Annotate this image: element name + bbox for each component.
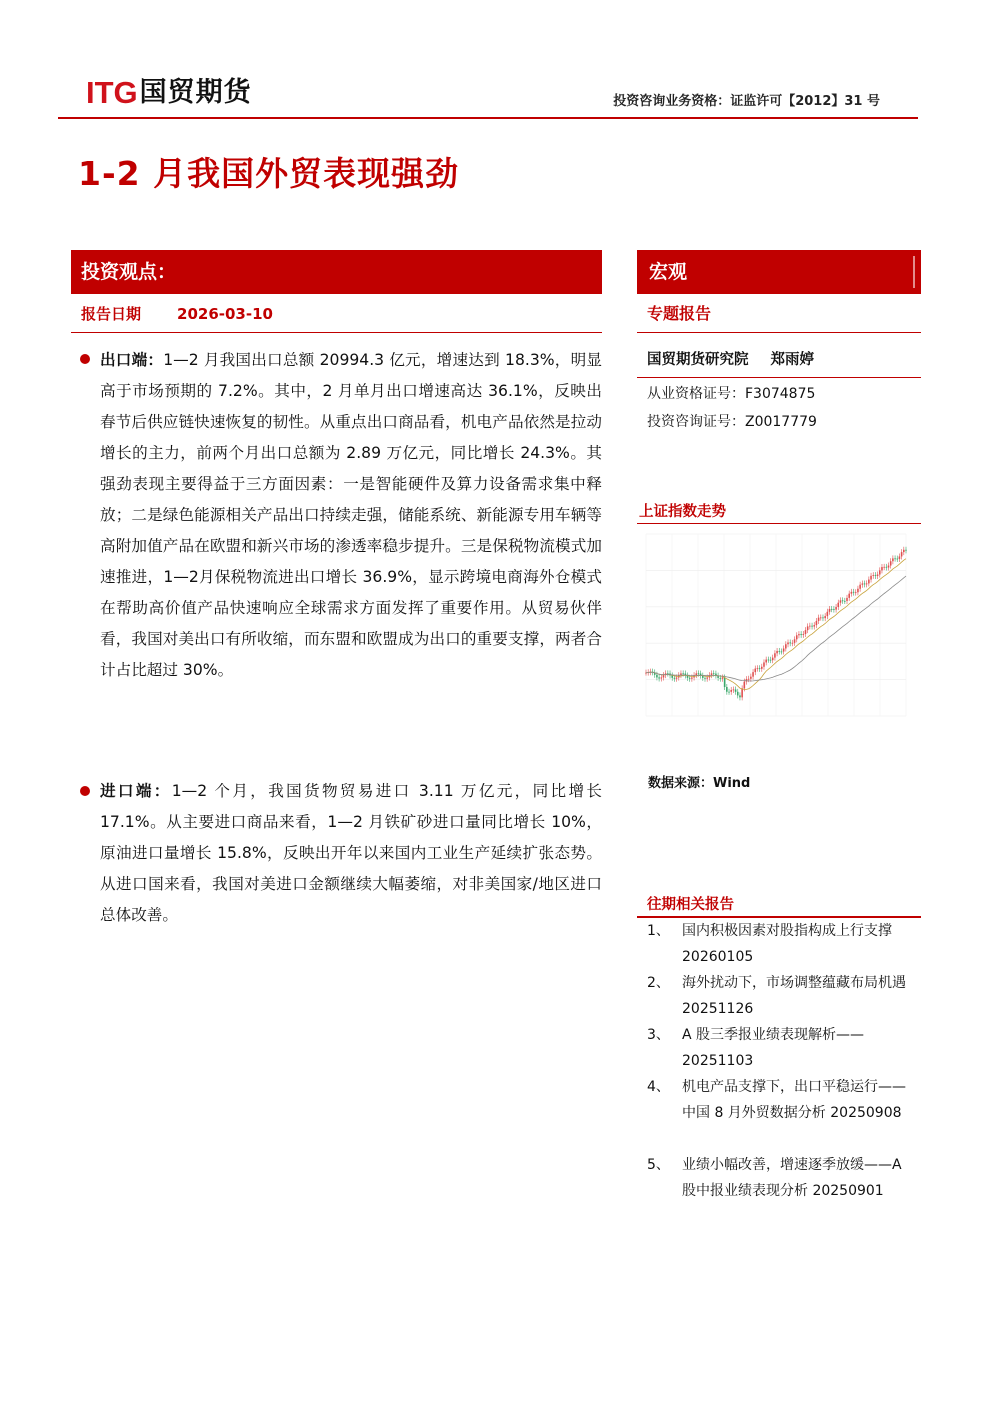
related-report-number: 5、 xyxy=(647,1157,670,1173)
chart-candle xyxy=(896,559,898,560)
qualification-text: 投资咨询业务资格：证监许可【2012】31 号 xyxy=(613,94,880,109)
chart-candle xyxy=(829,609,831,612)
related-report-number: 4、 xyxy=(647,1079,670,1095)
related-report-number: 3、 xyxy=(647,1027,670,1043)
report-date-row xyxy=(71,295,602,333)
chart-candle xyxy=(674,678,676,679)
chart-candle xyxy=(739,695,741,697)
chart-candle xyxy=(698,673,700,674)
related-report-title: 国内积极因素对股指构成上行支撑 20260105 xyxy=(682,923,892,965)
chart-candle xyxy=(820,617,822,618)
chart-candle xyxy=(824,616,826,618)
export-paragraph xyxy=(100,345,602,686)
import-paragraph xyxy=(100,776,602,931)
related-report-number: 2、 xyxy=(647,975,670,991)
report-date-label: 报告日期 xyxy=(81,305,142,323)
chart-candle xyxy=(866,583,868,584)
chart-candle xyxy=(848,594,850,598)
chart-candle xyxy=(811,626,813,627)
report-type: 专题报告 xyxy=(637,295,921,333)
chart-candle xyxy=(741,688,743,697)
chart-candle xyxy=(765,660,767,663)
chart-candle xyxy=(837,603,839,607)
chart-candle xyxy=(719,678,721,679)
chart-candle xyxy=(881,567,883,570)
chart-candle xyxy=(827,612,829,616)
chart-candle xyxy=(787,642,789,644)
data-source: 数据来源：Wind xyxy=(648,776,751,791)
practice-cert: 从业资格证号：F3074875 xyxy=(647,386,816,402)
chart-candle xyxy=(831,609,833,610)
chart-candle xyxy=(660,677,662,678)
chart-candle xyxy=(706,677,708,678)
chart-candle xyxy=(822,617,824,618)
chart-candle xyxy=(813,625,815,626)
chart-candle xyxy=(671,675,673,677)
chart-candle xyxy=(754,669,756,673)
chart-candle xyxy=(894,558,896,559)
chart-candle xyxy=(872,575,874,576)
category-heading: 宏观 xyxy=(637,250,921,294)
chart-candle xyxy=(682,673,684,674)
chart-candle xyxy=(772,658,774,661)
chart-candle xyxy=(726,687,728,692)
chart-candle xyxy=(730,690,732,692)
bullet-import-icon xyxy=(80,786,90,796)
related-report-title: A 股三季报业绩表现解析——20251103 xyxy=(682,1027,865,1069)
chart-candle xyxy=(763,662,765,666)
author-row xyxy=(637,343,921,378)
chart-candle xyxy=(656,675,658,678)
chart-candle xyxy=(748,679,750,680)
logo-chinese: 国贸期货 xyxy=(139,77,252,108)
chart-candle xyxy=(770,660,772,661)
chart-candle xyxy=(744,682,746,689)
chart-candle xyxy=(691,678,693,679)
logo-latin: ITG xyxy=(86,75,138,110)
chart-candle xyxy=(728,692,730,693)
chart-candle xyxy=(835,607,837,610)
chart-candle xyxy=(713,673,715,674)
chart-candle xyxy=(875,575,877,576)
chart-candle xyxy=(877,575,879,576)
chart-candle xyxy=(761,667,763,669)
chart-candle xyxy=(818,618,820,621)
chart-candle xyxy=(711,673,713,675)
chart-candle xyxy=(785,644,787,648)
chart-candle xyxy=(809,626,811,627)
institute-name: 国贸期货研究院 xyxy=(647,352,749,368)
chart-candle xyxy=(851,592,853,594)
chart-candle xyxy=(722,677,724,678)
chart-title: 上证指数走势 xyxy=(637,500,921,524)
chart-candle xyxy=(840,600,842,602)
chart-candle xyxy=(689,678,691,679)
chart-candle xyxy=(803,634,805,635)
chart-candle xyxy=(704,678,706,679)
chart-candle xyxy=(733,689,735,690)
chart-candle xyxy=(899,556,901,559)
chart-candle xyxy=(864,583,866,584)
advisory-cert: 投资咨询证号：Z0017779 xyxy=(647,414,817,430)
chart-candle xyxy=(870,576,872,580)
chart-candle xyxy=(667,673,669,674)
chart-candle xyxy=(759,668,761,669)
chart-candle xyxy=(737,692,739,696)
chart-candle xyxy=(888,566,890,568)
chart-candle xyxy=(735,689,737,691)
bullet-export-icon xyxy=(80,354,90,364)
chart-candle xyxy=(868,580,870,584)
investment-view-heading: 投资观点： xyxy=(71,250,602,294)
chart-candle xyxy=(794,639,796,643)
chart-candle xyxy=(886,567,888,568)
import-lead: 进口端： xyxy=(100,782,172,800)
chart-candle xyxy=(879,570,881,574)
chart-candle xyxy=(783,648,785,651)
related-report-title: 机电产品支撑下，出口平稳运行——中国 8 月外贸数据分析 20250908 xyxy=(682,1079,906,1121)
chart-candle xyxy=(774,653,776,657)
chart-candle xyxy=(805,630,807,634)
author-name: 郑雨婷 xyxy=(770,352,814,368)
export-lead: 出口端： xyxy=(100,351,164,369)
chart-candle xyxy=(658,677,660,678)
chart-candle xyxy=(903,550,905,552)
chart-candle xyxy=(750,677,752,679)
header-divider xyxy=(58,117,918,119)
chart-candle xyxy=(796,635,798,639)
chart-candle xyxy=(842,600,844,601)
chart-candle xyxy=(792,643,794,644)
chart-candle xyxy=(833,609,835,610)
chart-candle xyxy=(776,651,778,653)
chart-candle xyxy=(663,675,665,677)
chart-candle xyxy=(890,561,892,565)
chart-candle xyxy=(676,678,678,679)
chart-candle xyxy=(855,592,857,593)
chart-candle xyxy=(752,672,754,677)
chart-candle xyxy=(844,601,846,602)
report-date-value: 2026-03-10 xyxy=(177,305,273,323)
chart-candle xyxy=(905,550,907,551)
import-text: 1—2 个月，我国货物贸易进口 3.11 万亿元，同比增长17.1%。从主要进口商品来看，1—2 月铁矿砂进口量同比增长 10%，原油进口量增长 15.8%，反映出开年以来国内工业生产延续扩张态势。从进口国来看，我国对美进口金额继续大幅萎缩，对非美国家/地区进口总体改善。 xyxy=(100,782,602,924)
related-report-title: 业绩小幅改善，增速逐季放缓——A 股中报业绩表现分析 20250901 xyxy=(682,1157,902,1199)
company-logo xyxy=(86,76,252,110)
chart-candle xyxy=(846,598,848,601)
chart-candle xyxy=(807,626,809,630)
chart-candle xyxy=(768,660,770,661)
export-text: 1—2 月我国出口总额 20994.3 亿元，增速达到 18.3%，明显高于市场预期的 7.2%。其中，2 月单月出口增速高达 36.1%，反映出春节后供应链快速恢复的韧性。从重点出口商品看，机电产品依然是拉动增长的主力，前两个月出口总额为 2.89 万亿元，同比增长 24.3%。其强劲表现主要得益于三方面因素：一是智能硬件及算力设备需求集中释放；二是绿色能源相关产品出口持续走强，储能系统、新能源专用车辆等高附加值产品在欧盟和新兴市场的渗透率稳步提升。三是保税物流模式加速推进，1—2月保税物流进出口增长 36.9%，显示跨境电商海外仓模式在帮助高价值产品快速响应全球需求方面发挥了重要作用。从贸易伙伴看，我国对美出口有所收缩，而东盟和欧盟成为出口的重要支撑，两者合计占比超过 30%。 xyxy=(100,351,602,679)
chart-candle xyxy=(883,567,885,568)
chart-candle xyxy=(800,634,802,635)
chart-candle xyxy=(816,621,818,625)
chart-candle xyxy=(901,552,903,556)
chart-candle xyxy=(892,558,894,561)
chart-candle xyxy=(798,634,800,635)
chart-candle xyxy=(789,642,791,643)
chart-candle xyxy=(862,583,864,584)
chart-candle xyxy=(757,668,759,669)
chart-candle xyxy=(695,673,697,675)
chart-candle xyxy=(857,589,859,593)
index-trend-chart xyxy=(644,530,920,730)
chart-candle xyxy=(781,652,783,653)
report-title: 1-2 月我国外贸表现强劲 xyxy=(78,154,460,193)
index-trend-chart-svg xyxy=(644,530,920,730)
chart-candle xyxy=(853,592,855,593)
chart-candle xyxy=(859,585,861,589)
related-report-title: 海外扰动下，市场调整蕴藏布局机遇 20251126 xyxy=(682,975,906,1017)
chart-candle xyxy=(724,677,726,687)
chart-candle xyxy=(778,651,780,652)
related-report-number: 1、 xyxy=(647,923,670,939)
related-reports-heading: 往期相关报告 xyxy=(637,893,921,918)
